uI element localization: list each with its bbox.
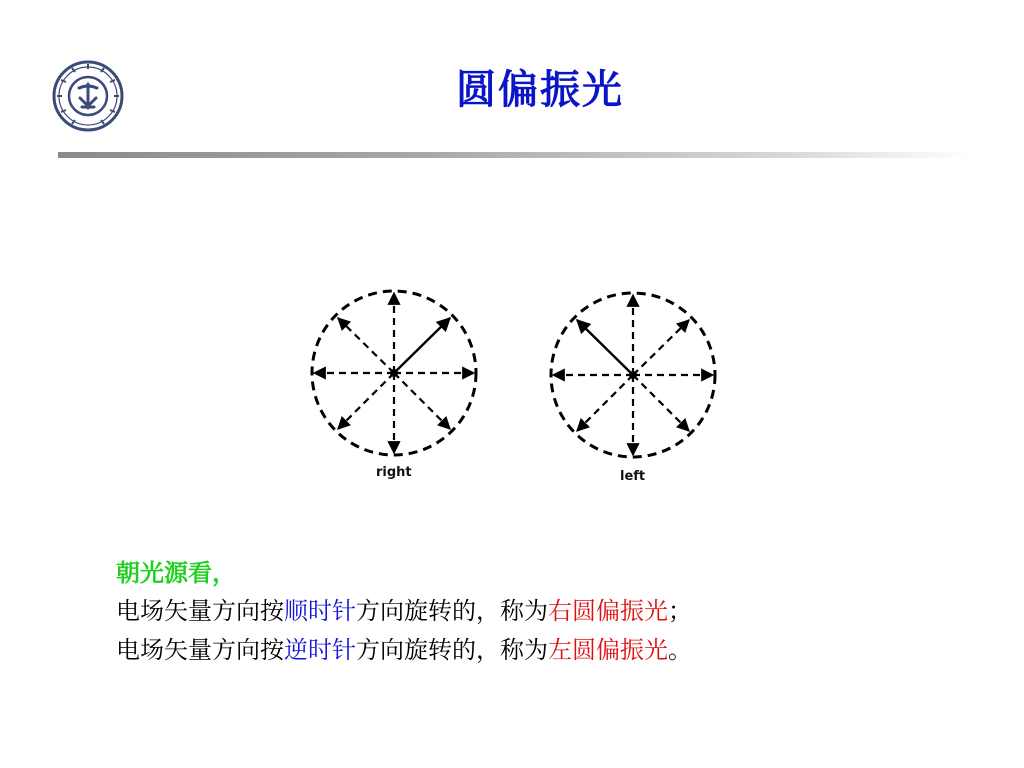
text-line-1: 朝光源看， <box>116 558 236 587</box>
explanation-text <box>116 553 936 670</box>
line3-prefix: 电场矢量方向按 <box>116 636 284 664</box>
polarization-figure <box>300 278 730 488</box>
right-circular-term: 右圆偏振光 <box>548 597 668 625</box>
left-circular-term: 左圆偏振光 <box>548 636 668 664</box>
line2-prefix: 电场矢量方向按 <box>116 597 284 625</box>
line3-end: 。 <box>668 636 692 664</box>
text-line-3 <box>116 631 936 670</box>
line2-end: ； <box>668 597 692 625</box>
slide-title: 圆偏振光 <box>456 66 624 113</box>
left-label: left <box>620 469 646 484</box>
line2-middle: 方向旋转的，称为 <box>356 597 548 625</box>
left-circle <box>551 293 715 457</box>
line3-middle: 方向旋转的，称为 <box>356 636 548 664</box>
right-label: right <box>376 465 412 480</box>
text-line-2 <box>116 592 936 631</box>
right-circle <box>312 291 476 455</box>
title-divider <box>58 152 970 158</box>
polarization-diagram <box>300 278 730 488</box>
clockwise-term: 顺时针 <box>284 597 356 625</box>
counterclockwise-term: 逆时针 <box>284 636 356 664</box>
